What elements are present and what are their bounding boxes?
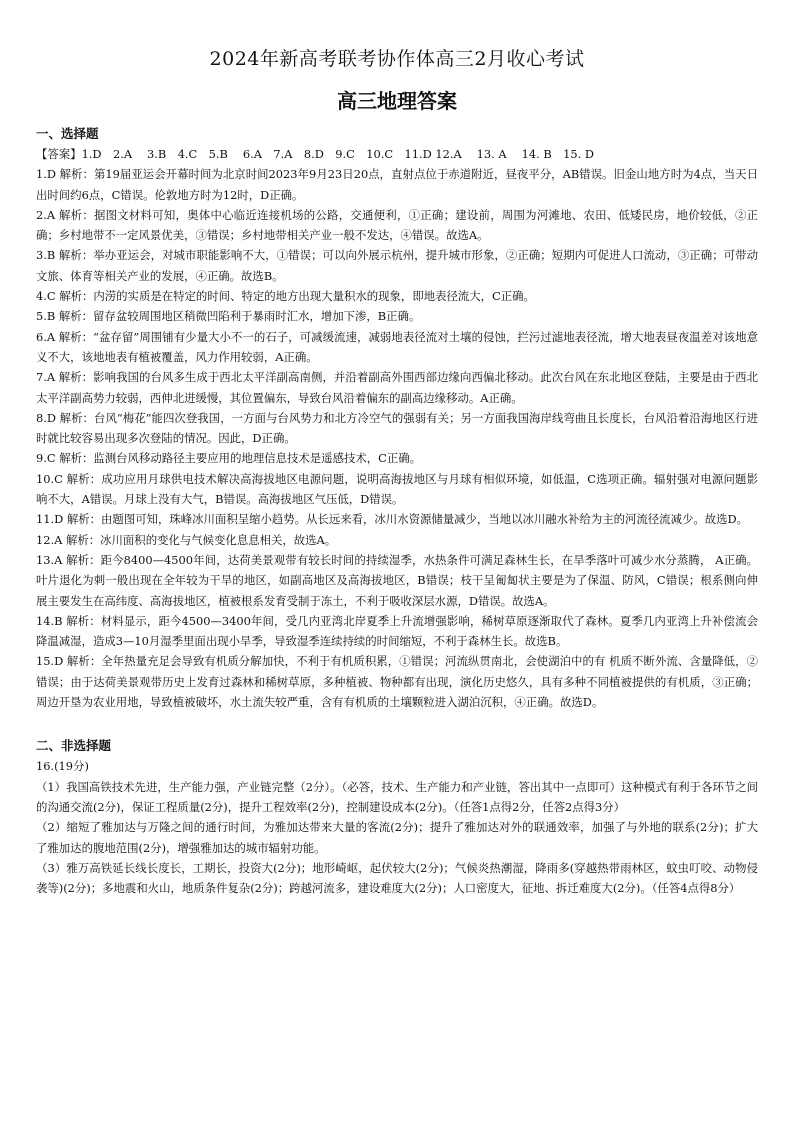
explanation-7: 7.A 解析：影响我国的台风多生成于西北太平洋副高南侧，并沿着副高外围西部边缘向西偏北移动。此次台风在东北地区登陆，主要是由于西北太平洋副高势力较弱，西伸北进缓慢，其位置偏东，导致台风沿着偏东的副高边缘移动。A正确。 xyxy=(36,370,758,405)
explanation-8: 8.D 解析：台风“梅花”能四次登我国，一方面与台风势力和北方冷空气的强弱有关；另一方面我国海岸线弯曲且长度长，台风沿着沿海地区行进时就比较容易出现多次登陆的情况。因此，D正确。 xyxy=(36,410,758,446)
explanation-4: 4.C 解析：内涝的实质是在特定的时间、特定的地方出现大量积水的现象，即地表径流大，C正确。 xyxy=(36,289,535,304)
explanation-15: 15.D 解析：全年热量充足会导致有机质分解加快，不利于有机质积累，①错误；河流纵贯南北，会使湖泊中的有 机质不断外流、含量降低，②错误；由于达荷美景观带历史上发育过森林和稀树草原，多种植被、物种都有出现，演化历史悠久，具有多种不同植被提供的有机质，③正确；周边开垦为农业用地，导致植被破坏，水土流失较严重，含有有机质的土壤颗粒进入湖泊沉积，④正确。故选D。 xyxy=(36,654,758,710)
explanation-6: 6.A 解析：“盆存留”周围铺有少量大小不一的石子，可减缓流速，减弱地表径流对土壤的侵蚀，拦污过滤地表径流，增大地表昼夜温差对该地意义不大，该地地表有植被覆盖，风力作用较弱，A正确。 xyxy=(36,329,758,364)
document-title: 2024年新高考联考协作体高三2月收心考试 xyxy=(209,48,585,70)
answer-key-line: 【答案】1.D 2.A 3.B 4.C 5.B 6.A 7.A 8.D 9.C 10.C 11.D 12.A 13. A 14. B 15. D xyxy=(36,147,595,161)
explanation-9: 9.C 解析：监测台风移动路径主要应用的地理信息技术是遥感技术，C正确。 xyxy=(36,451,422,466)
explanation-5: 5.B 解析：留存盆较周围地区稍微凹陷利于暴雨时汇水，增加下渗，B正确。 xyxy=(36,309,421,324)
explanation-1: 1.D 解析：第19届亚运会开幕时间为北京时间2023年9月23日20点，直射点位于赤道附近，昼夜平分，AB错误。旧金山地方时为4点，当天日出时间约6点，C错误。伦敦地方时为12时，D正确。 xyxy=(36,167,758,202)
explanation-13: 13.A 解析：距今8400—4500年间，达荷美景观带有较长时间的持续湿季，水热条件可满足森林生长，在旱季落叶可减少水分蒸腾， A正确。叶片退化为刺一般出现在全年较为干旱的地区，如副高地区及高海拔地区，B错误；枝干呈匍匐状主要是为了保温、防风，C错误；根系侧向伸展主要发生在高纬度、高海拔地区，植被根系发育受制于冻土，不利于吸收深层水源，D错误。故选A。 xyxy=(36,552,758,608)
section-heading-choice: 一、选择题 xyxy=(36,126,99,141)
question-16-label: 16.(19分) xyxy=(36,759,89,774)
explanation-12: 12.A 解析：冰川面积的变化与气候变化息息相关，故选A。 xyxy=(36,532,337,547)
answer-16-part-3: （3）雅万高铁延长线长度长，工期长，投资大(2分)；地形崎岖，起伏较大(2分)；气候炎热潮湿，降雨多(穿越热带雨林区，蚊虫叮咬、动物侵袭等)(2分)；多地震和火山，地质条件复杂(2分)；跨越河流多，建设难度大(2分)；人口密度大，征地、拆迁难度大(2分)。（任答4点得8分） xyxy=(36,860,758,896)
explanation-10: 10.C 解析：成功应用月球供电技术解决高海拔地区电源问题，说明高海拔地区与月球有相似环境，如低温，C选项正确。辐射强对电源问题影响不大，A错误。月球上没有大气，B错误。高海拔地区气压低，D错误。 xyxy=(36,471,758,507)
answer-16-part-2: （2）缩短了雅加达与万隆之间的通行时间，为雅加达带来大量的客流(2分)；提升了雅加达对外的联通效率，加强了与外地的联系(2分)；扩大了雅加达的腹地范围(2分)，增强雅加达的城市辐射功能。 xyxy=(36,820,758,855)
section-heading-nonchoice: 二、非选择题 xyxy=(36,738,112,754)
section-spacer xyxy=(36,712,758,732)
explanation-14: 14.B 解析：材料显示，距今4500—3400年间，受几内亚湾北岸夏季上升流增强影响，稀树草原逐渐取代了森林。夏季几内亚湾上升补偿流会降温减湿，造成3—10月湿季里面出现小旱季，导致湿季连续持续的时间缩短，不利于森林生长。故选B。 xyxy=(36,613,758,649)
answer-document xyxy=(36,44,758,898)
explanation-11: 11.D 解析：由题图可知，珠峰冰川面积呈缩小趋势。从长远来看，冰川水资源储量减少，当地以冰川融水补给为主的河流径流减少。故选D。 xyxy=(36,512,749,527)
document-subtitle: 高三地理答案 xyxy=(337,89,457,113)
answer-16-part-1: （1）我国高铁技术先进，生产能力强，产业链完整（2分）。（必答，技术、生产能力和产业链，答出其中一点即可）这种模式有利于各环节之间的沟通交流(2分)，保证工程质量(2分)，提升工程效率(2分)，控制建设成本(2分)。（任答1点得2分，任答2点得3分） xyxy=(36,779,758,814)
explanation-2: 2.A 解析：据图文材料可知，奥体中心临近连接机场的公路，交通便利，①正确；建设前，周围为河滩地、农田、低矮民房，地价较低，②正确；乡村地带不一定风景优美，③错误；乡村地带相关产业一般不发达，④错误。故选A。 xyxy=(36,207,758,243)
explanation-3: 3.B 解析：举办亚运会，对城市职能影响不大，①错误；可以向外展示杭州，提升城市形象，②正确；短期内可促进人口流动，③正确；可带动文旅、体育等相关产业的发展，④正确。故选B。 xyxy=(36,248,758,283)
